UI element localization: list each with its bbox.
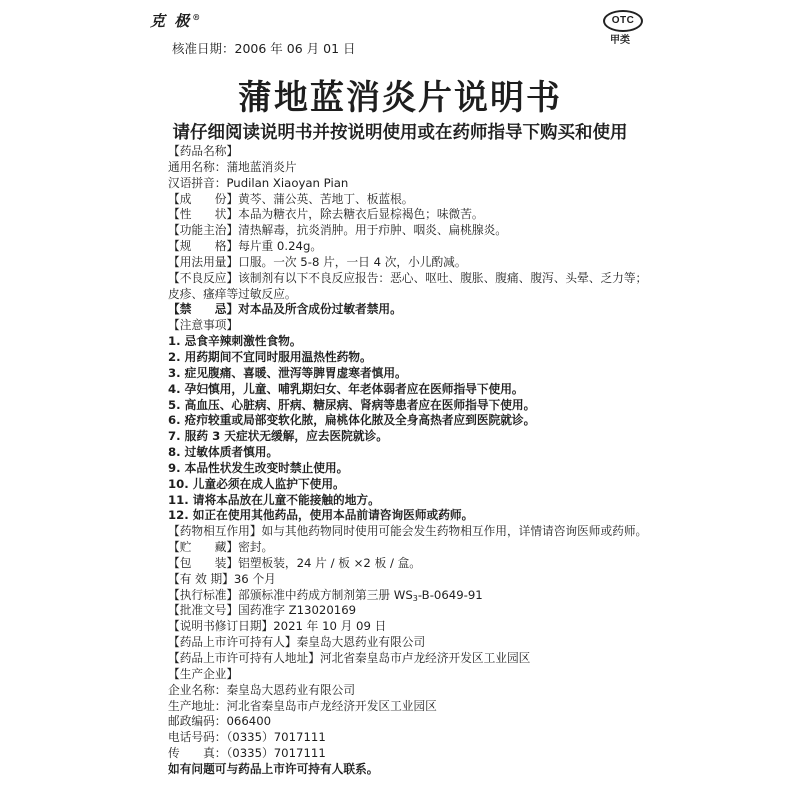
postcode-value: 066400 (226, 714, 272, 729)
precautions-label: 【注意事项】 (168, 318, 239, 333)
appearance-row (168, 207, 768, 223)
generic-name-row (168, 160, 768, 176)
standard-subscript: 3 (412, 593, 418, 603)
precaution-item: 9. 本品性状发生改变时禁止使用。 (168, 460, 349, 475)
ingredients-label: 【成 份】 (168, 191, 239, 206)
precaution-item: 6. 疮疖较重或局部变软化脓，扁桃体化脓及全身高热者应到医院就诊。 (168, 413, 536, 428)
storage-label: 【贮 藏】 (168, 540, 239, 555)
mah-row (168, 635, 768, 651)
brand-logo-text: 克 极 (150, 12, 192, 30)
brand-logo (150, 10, 202, 31)
precaution-item: 2. 用药期间不宜同时服用温热性药物。 (168, 349, 372, 364)
approval-number-row (168, 603, 768, 619)
storage-row (168, 540, 768, 556)
precaution-item: 10. 儿童必须在成人监护下使用。 (168, 476, 345, 491)
indications-label: 【功能主治】 (168, 223, 239, 238)
adverse-reactions-row (168, 271, 768, 287)
indications-row (168, 223, 768, 239)
approval-number-label: 【批准文号】 (168, 603, 239, 618)
postcode-label: 邮政编码： (168, 714, 227, 729)
mah-label: 【药品上市许可持有人】 (168, 635, 297, 650)
appearance-label: 【性 状】 (168, 207, 239, 222)
shelf-life-row (168, 572, 768, 588)
interactions-text: 如与其他药物同时使用可能会发生药物相互作用，详情请咨询医师或药师。 (261, 524, 648, 539)
revision-date-row (168, 619, 768, 635)
standard-code: -B-0649-91 (417, 587, 483, 602)
dosage-row (168, 255, 768, 271)
company-name-value: 秦皇岛大恩药业有限公司 (226, 682, 356, 697)
revision-date-label: 【说明书修订日期】 (168, 619, 274, 634)
ingredients-text: 黄芩、蒲公英、苦地丁、板蓝根。 (238, 191, 414, 206)
precautions-header (168, 318, 768, 334)
approval-date: 核准日期：2006 年 06 月 01 日 (172, 41, 356, 56)
interactions-label: 【药物相互作用】 (168, 524, 262, 539)
precaution-item: 5. 高血压、心脏病、肝病、糖尿病、肾病等患者应在医师指导下使用。 (168, 397, 536, 412)
otc-class-label: 甲类 (610, 35, 630, 46)
contraindications-row (168, 302, 768, 318)
interactions-row (168, 524, 768, 540)
standard-text: 部颁标准中药成方制剂第三册 WS (238, 587, 413, 602)
fax-value: （0335）7017111 (226, 746, 326, 761)
otc-badge (603, 10, 643, 32)
document-subtitle: 请仔细阅读说明书并按说明使用或在药师指导下购买和使用 (172, 123, 628, 143)
footer-note: 如有问题可与药品上市许可持有人联系。 (168, 761, 379, 776)
dosage-label: 【用法用量】 (168, 254, 239, 269)
precaution-item: 7. 服药 3 天症状无缓解，应去医院就诊。 (168, 429, 388, 444)
adverse-reactions-label: 【不良反应】 (168, 270, 239, 285)
package-row (168, 556, 768, 572)
storage-text: 密封。 (238, 540, 274, 555)
package-label: 【包 装】 (168, 555, 239, 570)
drug-name-label: 【药品名称】 (168, 144, 239, 158)
mah-text: 秦皇岛大恩药业有限公司 (296, 635, 426, 650)
specification-label: 【规 格】 (168, 239, 239, 254)
specification-row (168, 239, 768, 255)
manufacturer-label: 【生产企业】 (168, 666, 239, 681)
fax-row (168, 746, 768, 762)
specification-text: 每片重 0.24g。 (238, 239, 323, 254)
indications-text: 清热解毒，抗炎消肿。用于疖肿、咽炎、扁桃腺炎。 (238, 223, 507, 238)
adverse-reactions-continued (168, 287, 768, 303)
leaflet-body (168, 144, 768, 778)
dosage-text: 口服。一次 5-8 片，一日 4 次，小儿酌减。 (238, 254, 467, 269)
generic-name-label: 通用名称： (168, 159, 227, 174)
company-name-row (168, 683, 768, 699)
generic-name-value: 蒲地蓝消炎片 (226, 159, 297, 174)
mah-address-text: 河北省秦皇岛市卢龙经济开发区工业园区 (319, 651, 531, 665)
mah-address-row (168, 651, 768, 667)
registered-mark: ® (192, 12, 203, 22)
adverse-reactions-text-cont: 皮疹、瘙痒等过敏反应。 (168, 286, 297, 301)
mah-address-label: 【药品上市许可持有人地址】 (168, 651, 320, 665)
phone-value: （0335）7017111 (226, 730, 326, 745)
adverse-reactions-text: 该制剂有以下不良反应报告：恶心、呕吐、腹胀、腹痛、腹泻、头晕、乏力等； (238, 270, 648, 285)
manufacturer-header (168, 667, 768, 683)
contraindications-label: 【禁 忌】 (168, 302, 239, 317)
shelf-life-text: 36 个月 (233, 571, 276, 586)
production-address-value: 河北省秦皇岛市卢龙经济开发区工业园区 (226, 698, 437, 713)
precaution-item: 12. 如正在使用其他药品，使用本品前请咨询医师或药师。 (168, 508, 474, 523)
precaution-item: 11. 请将本品放在儿童不能接触的地方。 (168, 492, 380, 507)
precaution-item: 4. 孕妇慎用，儿童、哺乳期妇女、年老体弱者应在医师指导下使用。 (168, 381, 524, 396)
production-address-label: 生产地址： (168, 698, 227, 713)
precaution-item: 3. 症见腹痛、喜暖、泄泻等脾胃虚寒者慎用。 (168, 365, 407, 380)
pinyin-label: 汉语拼音： (168, 175, 227, 190)
revision-date-text: 2021 年 10 月 09 日 (273, 619, 387, 634)
pinyin-value: Pudilan Xiaoyan Pian (226, 175, 349, 190)
ingredients-row (168, 192, 768, 208)
approval-number-text: 国药准字 Z13020169 (238, 603, 357, 618)
appearance-text: 本品为糖衣片，除去糖衣后显棕褐色；味微苦。 (238, 207, 484, 222)
phone-label: 电话号码： (168, 730, 227, 745)
phone-row (168, 730, 768, 746)
production-address-row (168, 699, 768, 715)
shelf-life-label: 【有 效 期】 (168, 571, 234, 586)
package-text: 铝塑板装，24 片 / 板 ×2 板 / 盒。 (238, 555, 421, 570)
fax-label: 传 真： (168, 746, 227, 761)
company-name-label: 企业名称： (168, 682, 227, 697)
standard-row (168, 588, 768, 604)
precaution-item: 8. 过敏体质者慎用。 (168, 445, 279, 460)
postcode-row (168, 714, 768, 730)
otc-label: OTC (611, 15, 635, 26)
precaution-item: 1. 忌食辛辣刺激性食物。 (168, 334, 302, 349)
drug-name-header (168, 144, 768, 160)
contraindications-text: 对本品及所含成份过敏者禁用。 (238, 302, 402, 317)
pinyin-row (168, 176, 768, 192)
standard-label: 【执行标准】 (168, 587, 239, 602)
document-title: 蒲地蓝消炎片说明书 (238, 78, 562, 118)
